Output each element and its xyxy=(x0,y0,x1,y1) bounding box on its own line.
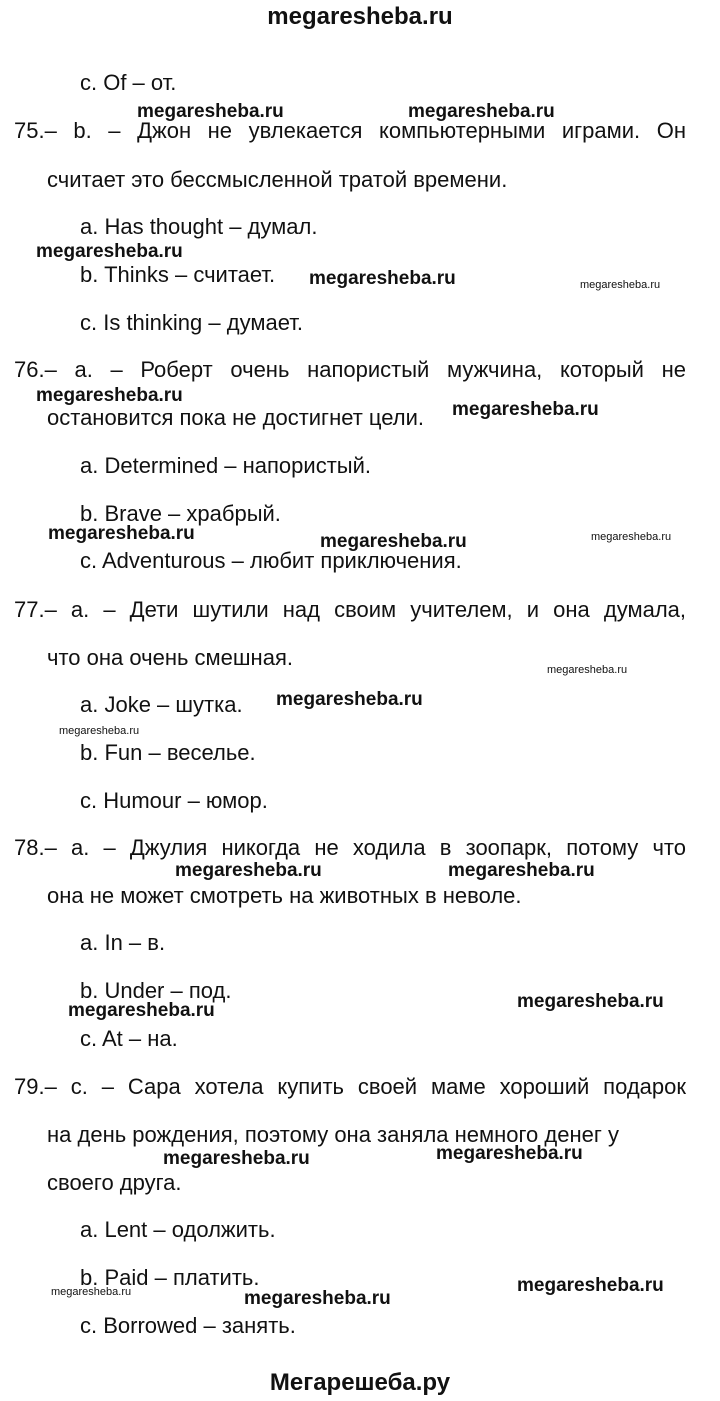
page-footer: Мегарешеба.ру xyxy=(269,1369,451,1396)
answer-option: a. Joke – шутка. xyxy=(80,692,243,717)
watermark: megaresheba.ru xyxy=(36,241,183,262)
question-line: на день рождения, поэтому она заняла немного денег у xyxy=(47,1122,619,1147)
answer-option: c. Of – от. xyxy=(80,70,177,95)
question-line: 79.– c. – Сара хотела купить своей маме хороший подарок xyxy=(14,1074,686,1099)
watermark: megaresheba.ru xyxy=(48,523,195,544)
answer-option: c. Is thinking – думает. xyxy=(80,310,303,335)
watermark: megaresheba.ru xyxy=(580,279,661,291)
watermark: megaresheba.ru xyxy=(320,531,467,552)
question-line: 75.– b. – Джон не увлекается компьютерными играми. Он xyxy=(14,118,686,143)
question-line: что она очень смешная. xyxy=(47,645,293,670)
answer-option: b. Under – под. xyxy=(80,978,232,1003)
answer-option: b. Thinks – считает. xyxy=(80,262,276,287)
question-line: 78.– a. – Джулия никогда не ходила в зоопарк, потому что xyxy=(14,835,686,860)
watermark: megaresheba.ru xyxy=(591,531,672,543)
answer-option: a. Lent – одолжить. xyxy=(80,1217,276,1242)
watermark: megaresheba.ru xyxy=(36,385,183,406)
watermark: megaresheba.ru xyxy=(175,860,322,881)
question-line: считает это бессмысленной тратой времени. xyxy=(47,167,508,192)
answer-option: b. Paid – платить. xyxy=(80,1265,260,1290)
question-line: 77.– a. – Дети шутили над своим учителем, и она думала, xyxy=(14,597,686,622)
watermark: megaresheba.ru xyxy=(309,268,456,289)
answer-option: c. Adventurous – любит приключения. xyxy=(80,548,462,573)
watermark: megaresheba.ru xyxy=(68,1000,215,1021)
watermark: megaresheba.ru xyxy=(137,101,284,122)
answer-option: c. Borrowed – занять. xyxy=(80,1313,296,1338)
question-line: остановится пока не достигнет цели. xyxy=(47,405,425,430)
watermark: megaresheba.ru xyxy=(276,689,423,710)
watermark: megaresheba.ru xyxy=(51,1286,132,1298)
watermark: megaresheba.ru xyxy=(452,399,599,420)
watermark: megaresheba.ru xyxy=(547,664,628,676)
answer-option: c. At – на. xyxy=(80,1026,178,1051)
watermark: megaresheba.ru xyxy=(244,1288,391,1309)
watermark: megaresheba.ru xyxy=(517,1275,664,1296)
answer-option: c. Humour – юмор. xyxy=(80,788,268,813)
answer-option: a. Has thought – думал. xyxy=(80,214,318,239)
watermark: megaresheba.ru xyxy=(59,725,140,737)
watermark: megaresheba.ru xyxy=(517,991,664,1012)
page-header: megaresheba.ru xyxy=(267,3,453,30)
answer-option: a. Determined – напористый. xyxy=(80,453,371,478)
watermark: megaresheba.ru xyxy=(163,1148,310,1169)
answer-option: b. Brave – храбрый. xyxy=(80,501,281,526)
question-line: 76.– a. – Роберт очень напористый мужчина, который не xyxy=(14,357,686,382)
watermark: megaresheba.ru xyxy=(436,1143,583,1164)
answer-option: a. In – в. xyxy=(80,930,166,955)
answer-option: b. Fun – веселье. xyxy=(80,740,256,765)
watermark: megaresheba.ru xyxy=(448,860,595,881)
question-line: она не может смотреть на животных в неволе. xyxy=(47,883,522,908)
watermark: megaresheba.ru xyxy=(408,101,555,122)
question-line: своего друга. xyxy=(47,1170,182,1195)
